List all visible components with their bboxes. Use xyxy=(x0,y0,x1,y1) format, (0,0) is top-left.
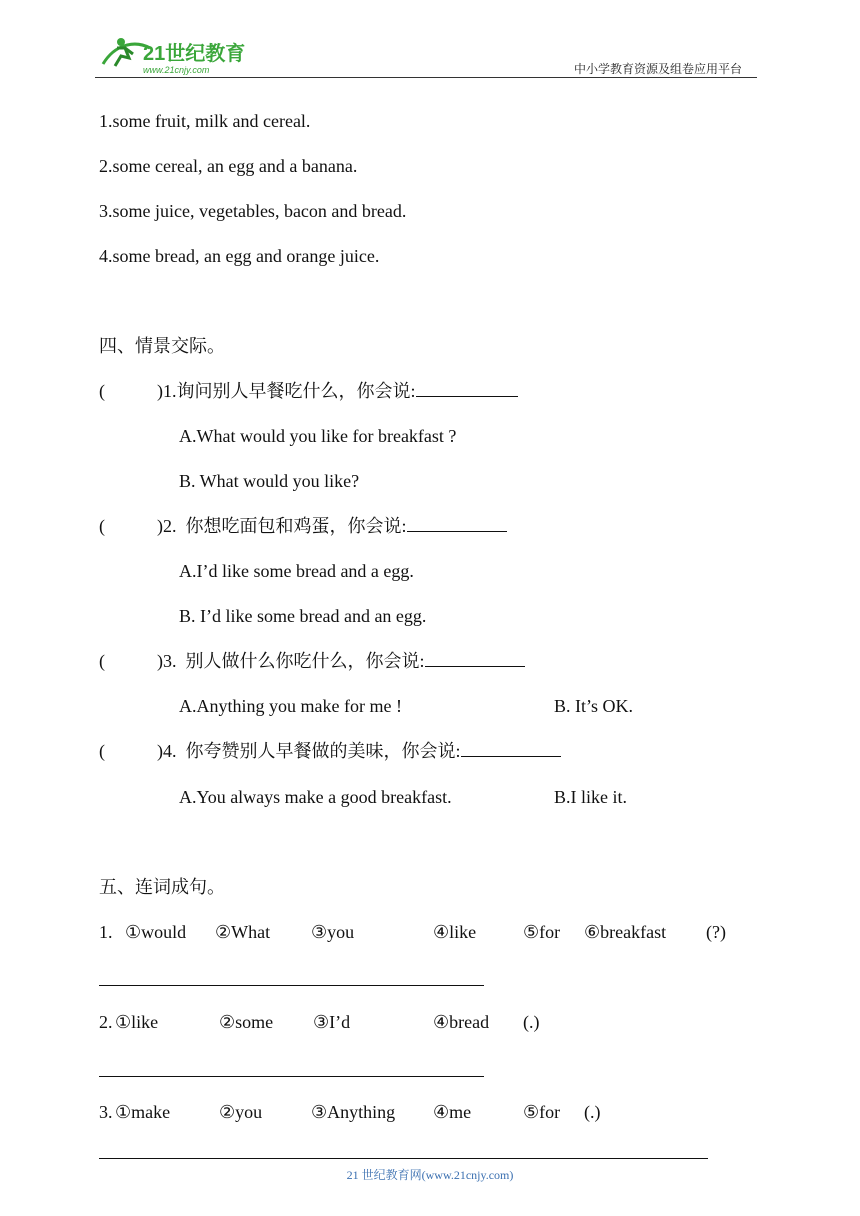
question-2-option-b: B. I’d like some bread and an egg. xyxy=(179,606,427,626)
word-chip: ⑤for xyxy=(523,922,561,942)
question-3-option-b: B. It’s OK. xyxy=(554,696,634,716)
question-1-text: )1.询问别人早餐吃什么，你会说: xyxy=(157,381,416,401)
word-chip: ④me xyxy=(433,1102,472,1122)
punctuation: (.) xyxy=(523,1012,540,1032)
section-title-5: 五、连词成句。 xyxy=(99,877,225,897)
word-chip: ⑤for xyxy=(523,1102,561,1122)
question-2 xyxy=(157,515,507,537)
word-chip: ③I’d xyxy=(313,1012,351,1032)
word-chip: ④bread xyxy=(433,1012,490,1032)
question-4-option-a: A.You always make a good breakfast. xyxy=(179,787,452,807)
section-title-4: 四、情景交际。 xyxy=(99,336,225,356)
answer-line-2[interactable] xyxy=(99,1076,484,1077)
answer-option-2: 2.some cereal, an egg and a banana. xyxy=(99,156,358,176)
logo-text: 21世纪教育 xyxy=(143,43,246,65)
logo-url: www.21cnjy.com xyxy=(143,65,210,75)
platform-name: 中小学教育资源及组卷应用平台 xyxy=(574,62,743,76)
question-3-option-a: A.Anything you make for me ! xyxy=(179,696,402,716)
question-3-text: )3. 别人做什么你吃什么，你会说: xyxy=(157,651,425,671)
word-chip: ①like xyxy=(115,1012,159,1032)
answer-line-3[interactable] xyxy=(99,1158,708,1159)
word-chip: ①would xyxy=(125,922,187,942)
answer-option-4: 4.some bread, an egg and orange juice. xyxy=(99,246,380,266)
answer-option-1: 1.some fruit, milk and cereal. xyxy=(99,111,311,131)
punctuation: (.) xyxy=(584,1102,601,1122)
word-chip: ③you xyxy=(311,922,355,942)
punctuation: (?) xyxy=(706,922,726,942)
header-divider xyxy=(95,77,757,78)
answer-paren-4[interactable]: ( xyxy=(99,741,105,761)
sentence-3-prefix: 3. xyxy=(99,1102,113,1122)
sentence-1-prefix: 1. xyxy=(99,922,113,942)
answer-option-3: 3.some juice, vegetables, bacon and bread. xyxy=(99,201,407,221)
word-chip: ④like xyxy=(433,922,477,942)
answer-blank-2[interactable] xyxy=(407,515,507,532)
word-chip: ②some xyxy=(219,1012,274,1032)
question-4 xyxy=(157,740,561,762)
answer-blank-3[interactable] xyxy=(425,650,525,667)
word-chip: ⑥breakfast xyxy=(584,922,667,942)
question-4-text: )4. 你夸赞别人早餐做的美味，你会说: xyxy=(157,741,461,761)
question-1-option-a: A.What would you like for breakfast ? xyxy=(179,426,457,446)
word-chip: ①make xyxy=(115,1102,171,1122)
page-footer: 21 世纪教育网(www.21cnjy.com) xyxy=(346,1168,514,1182)
answer-paren-1[interactable]: ( xyxy=(99,381,105,401)
question-4-option-b: B.I like it. xyxy=(554,787,627,807)
answer-line-1[interactable] xyxy=(99,985,484,986)
site-logo xyxy=(95,34,265,78)
word-chip: ②you xyxy=(219,1102,263,1122)
answer-paren-3[interactable]: ( xyxy=(99,651,105,671)
question-1-option-b: B. What would you like? xyxy=(179,471,360,491)
question-3 xyxy=(157,650,525,672)
answer-paren-2[interactable]: ( xyxy=(99,516,105,536)
sentence-2-prefix: 2. xyxy=(99,1012,113,1032)
question-2-option-a: A.I’d like some bread and a egg. xyxy=(179,561,414,581)
answer-blank-4[interactable] xyxy=(461,740,561,757)
word-chip: ②What xyxy=(215,922,271,942)
word-chip: ③Anything xyxy=(311,1102,396,1122)
question-2-text: )2. 你想吃面包和鸡蛋，你会说: xyxy=(157,516,407,536)
question-1 xyxy=(157,380,518,402)
answer-blank-1[interactable] xyxy=(416,380,518,397)
